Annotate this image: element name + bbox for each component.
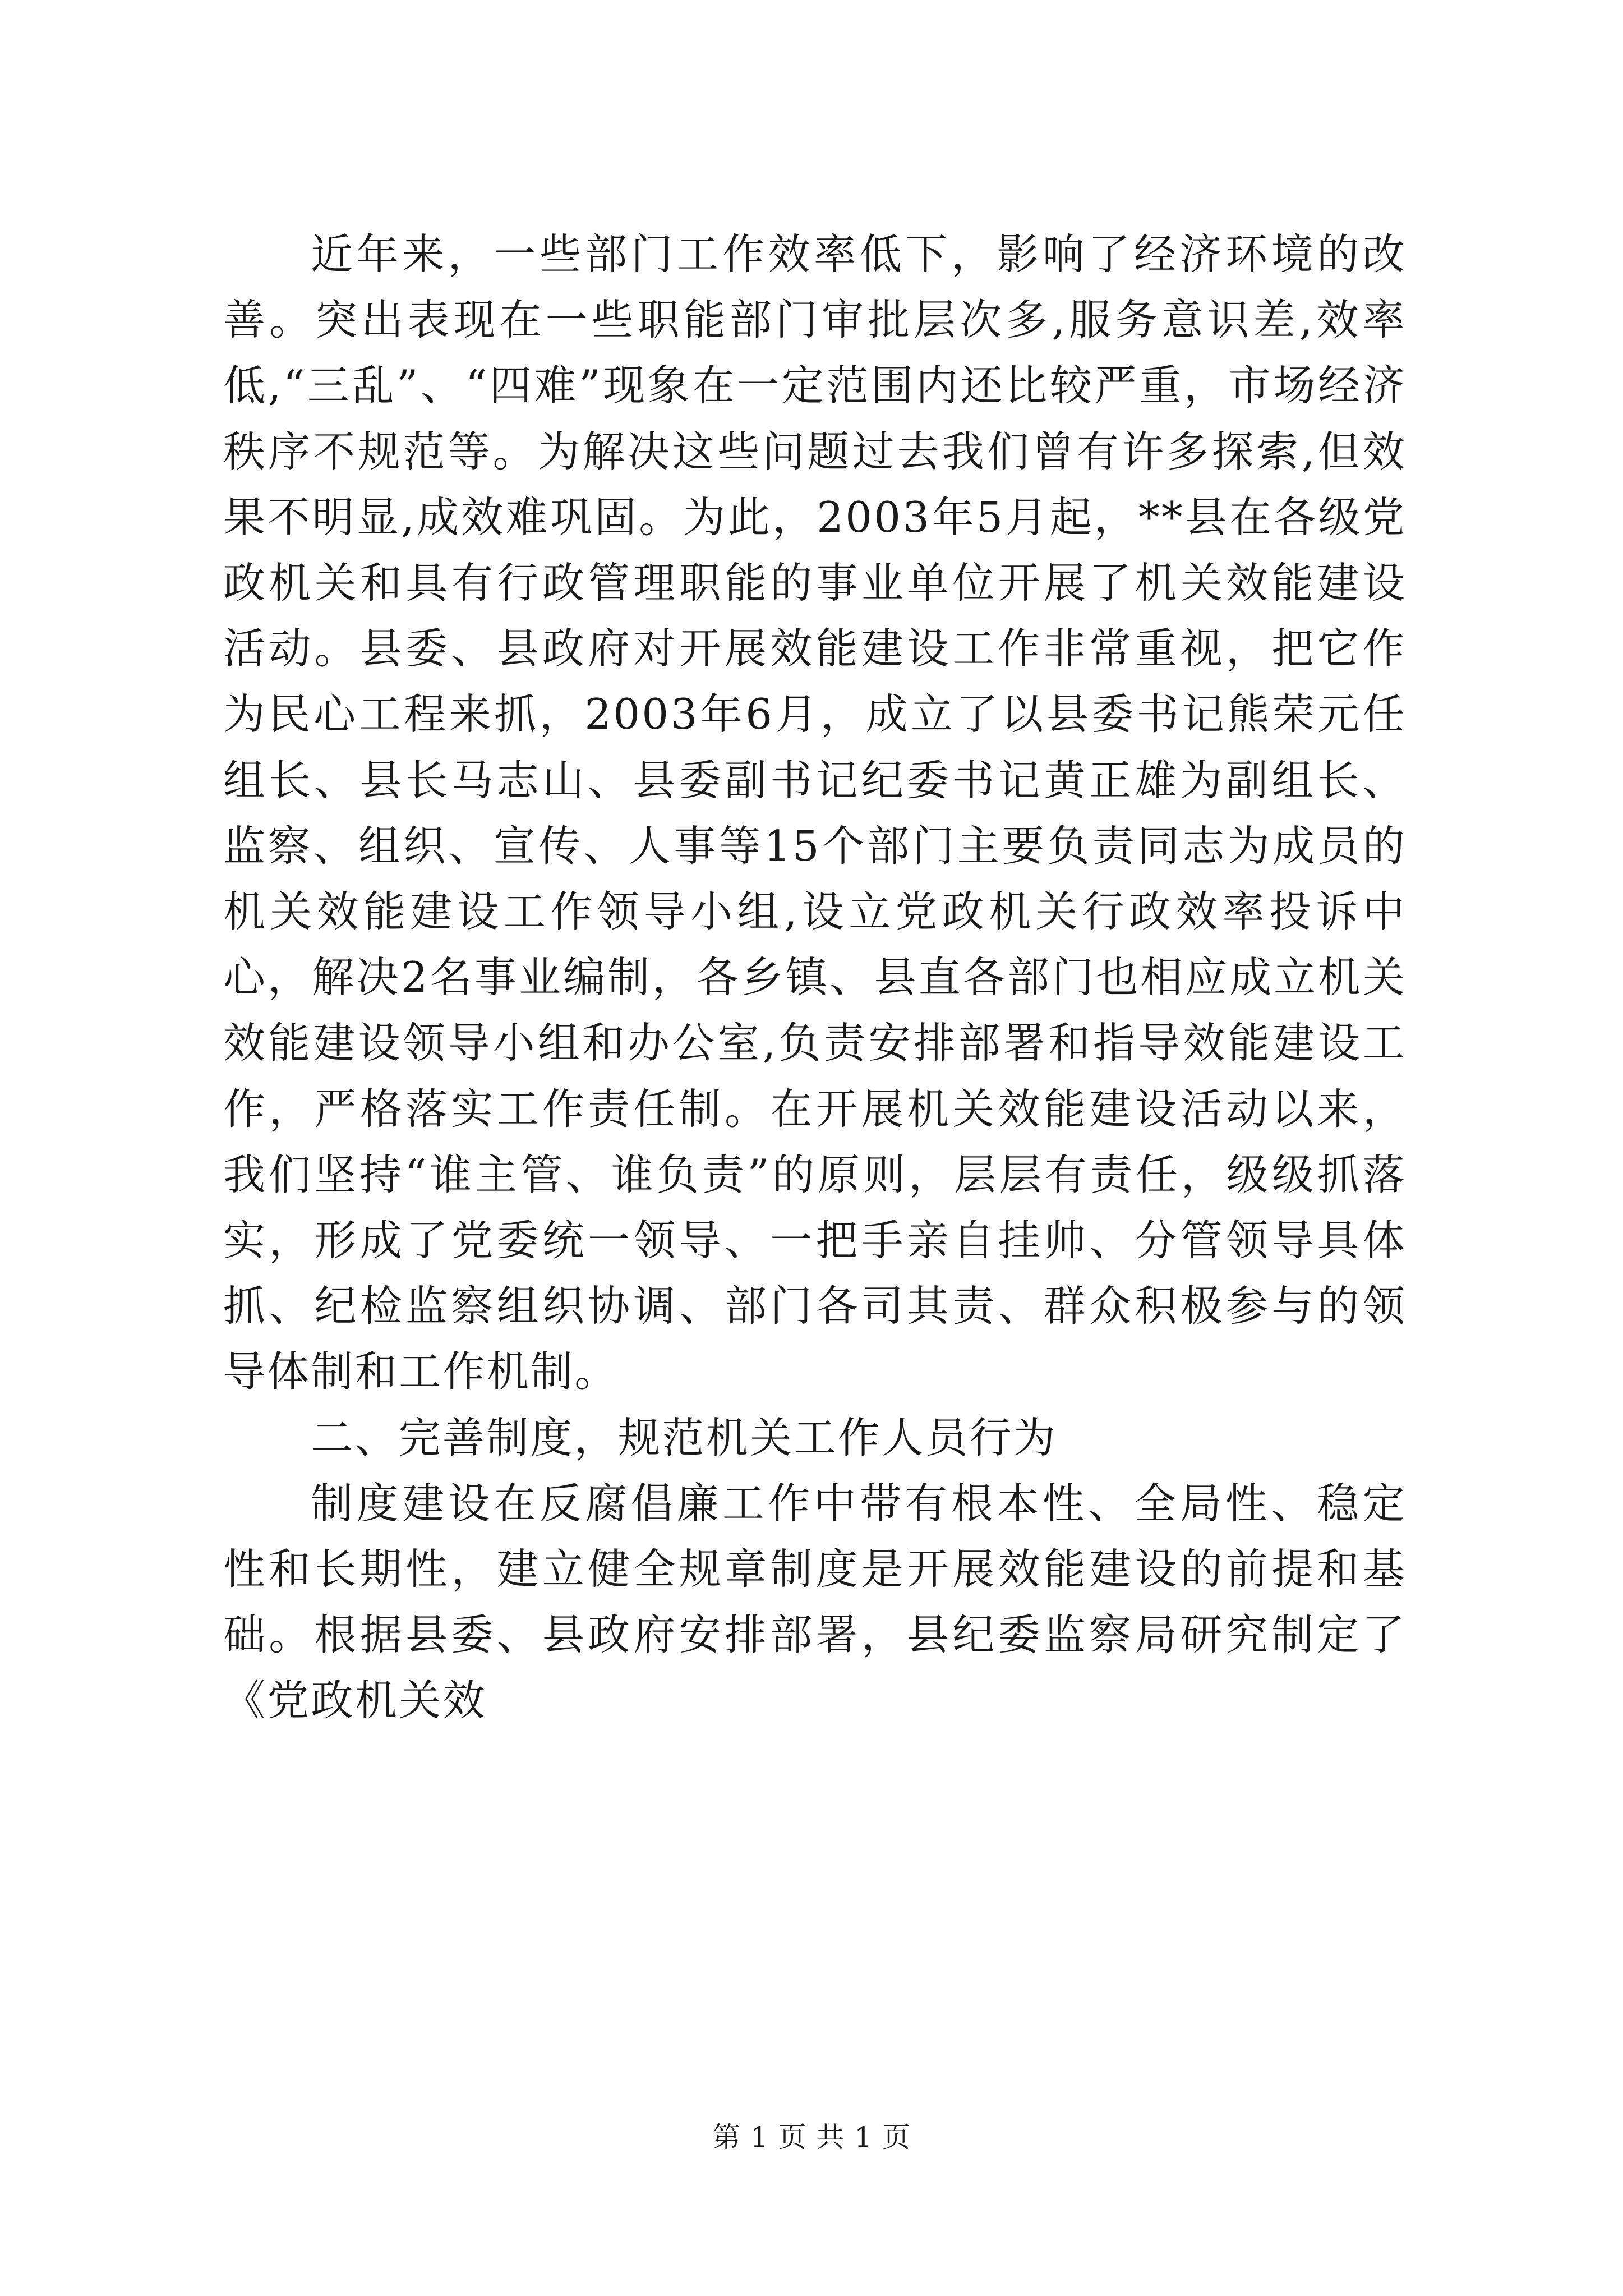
page-footer: 第 1 页 共 1 页: [712, 2121, 911, 2154]
paragraph: 制度建设在反腐倡廉工作中带有根本性、全局性、稳定性和长期性，建立健全规章制度是开展效能建设的前提和基础。根据县委、县政府安排部署，县纪委监察局研究制定了《党政机关效: [223, 1478, 1407, 1726]
section-heading: 二、完善制度，规范机关工作人员行为: [311, 1412, 1058, 1462]
document-body: [223, 222, 1407, 1734]
paragraph: 近年来，一些部门工作效率低下，影响了经济环境的改善。突出表现在一些职能部门审批层次多,服务意识差,效率低,“三乱”、“四难”现象在一定范围内还比较严重，市场经济秩序不规范等。为解决这些问题过去我们曾有许多探索,但效果不明显,成效难巩固。为此，2003年5月起，**县在各级党政机关和具有行政管理职能的事业单位开展了机关效能建设活动。县委、县政府对开展效能建设工作非常重视，把它作为民心工程来抓，2003年6月，成立了以县委书记熊荣元任组长、县长马志山、县委副书记纪委书记黄正雄为副组长、监察、组织、宣传、人事等15个部门主要负责同志为成员的机关效能建设工作领导小组,设立党政机关行政效率投诉中心，解决2名事业编制，各乡镇、县直各部门也相应成立机关效能建设领导小组和办公室,负责安排部署和指导效能建设工作，严格落实工作责任制。在开展机关效能建设活动以来，我们坚持“谁主管、谁负责”的原则，层层有责任，级级抓落实，形成了党委统一领导、一把手亲自挂帅、分管领导具体抓、纪检监察组织协调、部门各司其责、群众积极参与的领导体制和工作机制。: [223, 229, 1407, 1397]
